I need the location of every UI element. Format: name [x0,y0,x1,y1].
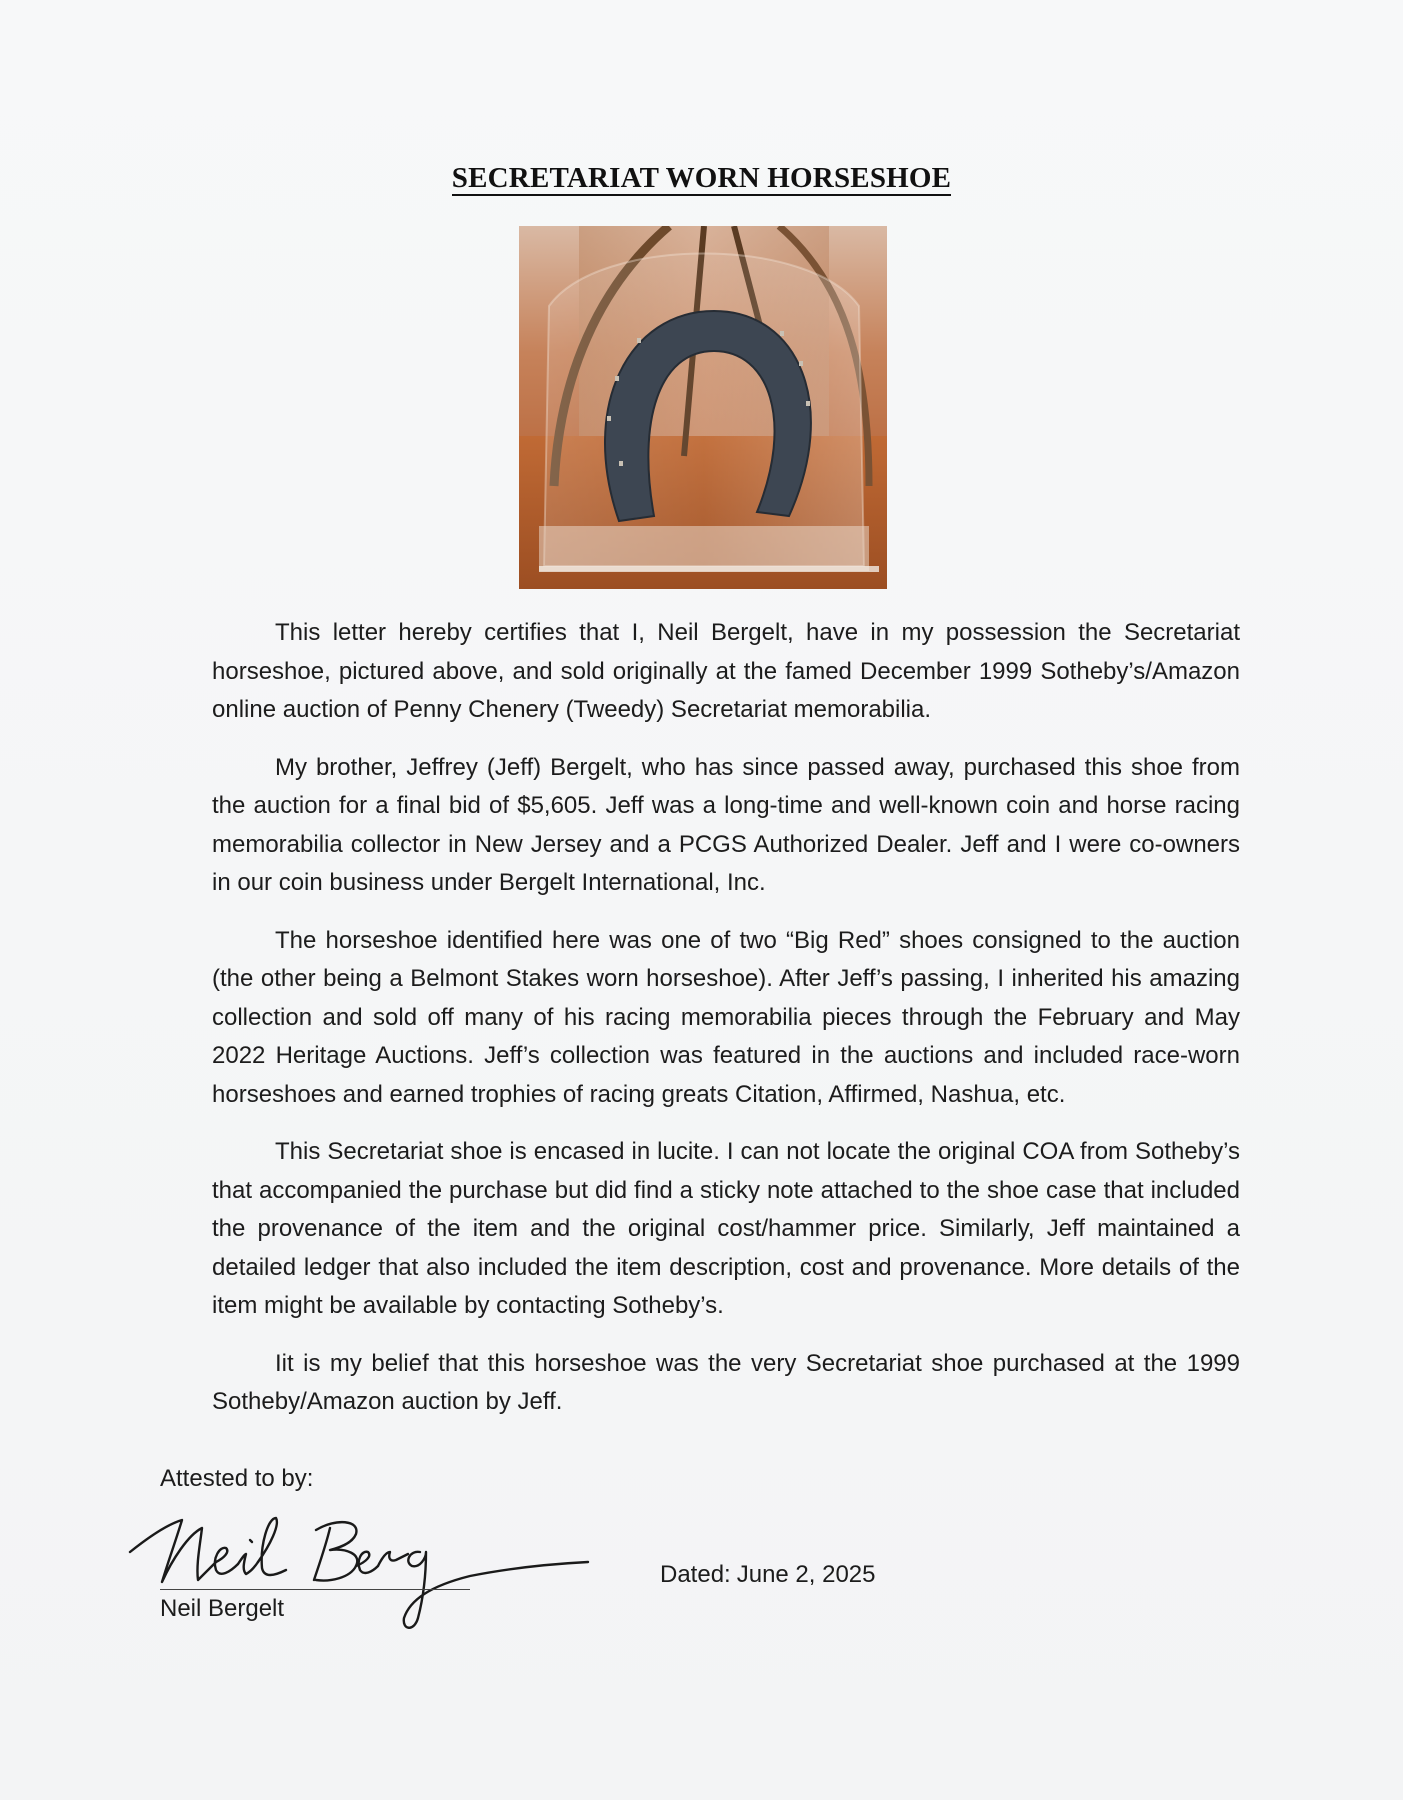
document-title [0,162,1403,195]
paragraph-5: Iit is my belief that this horseshoe was the very Secretariat shoe purchased at the 1999 Sotheby/Amazon auction by Jeff. [212,1349,1240,1415]
signer-name: Neil Bergelt [160,1595,285,1622]
signature-line [160,1589,470,1590]
letter-body [212,614,1240,1441]
document-title-text: SECRETARIAT WORN HORSESHOE [451,162,952,194]
horseshoe-photo [519,226,887,589]
paragraph-2: My brother, Jeffrey (Jeff) Bergelt, who has since passed away, purchased this shoe from the auction for a final bid of $5,605. Jeff was a long-time and well-known coin and horse racing memorabilia collector in New Jersey and a PCGS Authorized Dealer. Jeff and I were co-owners in our coin business under Bergelt International, Inc. [212,753,1240,896]
paragraph-4: This Secretariat shoe is encased in lucite. I can not locate the original COA from Sotheby’s that accompanied the purchase but did find a sticky note attached to the shoe case that included the provenance of the item and the original cost/hammer price. Similarly, Jeff maintained a detailed ledger that also included the item description, cost and provenance. More details of the item might be available by contacting Sotheby’s. [212,1138,1240,1319]
date-line [660,1561,876,1589]
attested-label: Attested to by: [160,1465,314,1492]
dated-label: Dated: [660,1561,731,1588]
paragraph-3: The horseshoe identified here was one of two “Big Red” shoes consigned to the auction (the other being a Belmont Stakes worn horseshoe). After Jeff’s passing, I inherited his amazing collection and sold off many of his racing memorabilia pieces through the February and May 2022 Heritage Auctions. Jeff’s collection was featured in the auctions and included race-worn horseshoes and earned trophies of racing greats Citation, Affirmed, Nashua, etc. [212,926,1240,1108]
paragraph-1: This letter hereby certifies that I, Neil Bergelt, have in my possession the Secretariat horseshoe, pictured above, and sold originally at the famed December 1999 Sotheby’s/Amazon online auction of Penny Chenery (Tweedy) Secretariat memorabilia. [212,619,1240,723]
dated-value: June 2, 2025 [736,1561,876,1588]
horseshoe-image [519,226,887,589]
